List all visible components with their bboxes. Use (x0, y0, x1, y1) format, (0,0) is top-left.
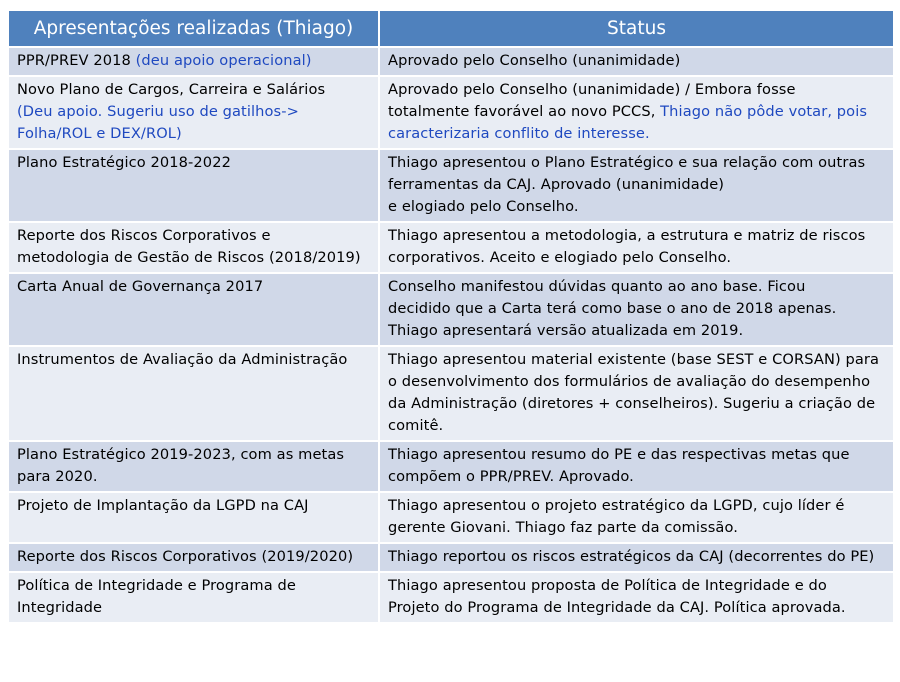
status-cell (379, 492, 894, 543)
status-cell (379, 543, 894, 572)
table-header-row (8, 10, 894, 47)
status-text: totalmente favorável ao novo PCCS, (388, 103, 661, 120)
status-cell (379, 222, 894, 273)
status-cell (379, 149, 894, 222)
presentation-text: Reporte dos Riscos Corporativos (2019/2020) (17, 548, 354, 565)
status-text: Thiago apresentou material existente (base SEST e CORSAN) para (388, 351, 880, 368)
presentation-cell (8, 47, 379, 76)
table-row (8, 76, 894, 149)
table-row (8, 492, 894, 543)
status-text: da Administração (diretores + conselheiros). Sugeriu a criação de (388, 395, 876, 412)
status-text: ferramentas da CAJ. Aprovado (unanimidade) (388, 176, 725, 193)
table-row (8, 149, 894, 222)
presentation-text: Instrumentos de Avaliação da Administração (17, 351, 348, 368)
presentation-note: Folha/ROL e DEX/ROL) (17, 125, 182, 142)
status-text: Thiago apresentou o projeto estratégico da LGPD, cujo líder é (388, 497, 845, 514)
status-cell (379, 572, 894, 623)
status-text: Thiago apresentou proposta de Política de Integridade e do (388, 577, 827, 594)
status-note: Thiago não pôde votar, pois (660, 103, 868, 120)
presentations-table (7, 9, 895, 624)
status-cell (379, 47, 894, 76)
table-row (8, 543, 894, 572)
header-presentations: Apresentações realizadas (Thiago) (8, 10, 379, 47)
status-text: Thiago apresentou resumo do PE e das respectivas metas que (388, 446, 850, 463)
presentation-text: Novo Plano de Cargos, Carreira e Salários (17, 81, 326, 98)
presentation-note: (deu apoio operacional) (135, 52, 312, 69)
status-text: Thiago reportou os riscos estratégicos da CAJ (decorrentes do PE) (388, 548, 875, 565)
table-row (8, 47, 894, 76)
status-text: e elogiado pelo Conselho. (388, 198, 579, 215)
presentation-cell (8, 273, 379, 346)
status-text: Thiago apresentou o Plano Estratégico e sua relação com outras (388, 154, 866, 171)
presentation-note: (Deu apoio. Sugeriu uso de gatilhos-> (17, 103, 299, 120)
status-note: caracterizaria conflito de interesse. (388, 125, 650, 142)
presentation-text: PPR/PREV 2018 (17, 52, 136, 69)
status-cell (379, 346, 894, 441)
presentation-text: para 2020. (17, 468, 98, 485)
status-text: compõem o PPR/PREV. Aprovado. (388, 468, 634, 485)
status-cell (379, 273, 894, 346)
table-row (8, 222, 894, 273)
presentation-text: Projeto de Implantação da LGPD na CAJ (17, 497, 309, 514)
table-row (8, 346, 894, 441)
table-row (8, 273, 894, 346)
table-row (8, 441, 894, 492)
status-text: gerente Giovani. Thiago faz parte da comissão. (388, 519, 738, 536)
status-text: Conselho manifestou dúvidas quanto ao ano base. Ficou (388, 278, 806, 295)
status-text: o desenvolvimento dos formulários de avaliação do desempenho (388, 373, 871, 390)
presentation-cell (8, 543, 379, 572)
presentation-cell (8, 346, 379, 441)
presentation-text: metodologia de Gestão de Riscos (2018/2019) (17, 249, 361, 266)
presentation-text: Reporte dos Riscos Corporativos e (17, 227, 271, 244)
status-cell (379, 441, 894, 492)
status-text: comitê. (388, 417, 444, 434)
header-status: Status (379, 10, 894, 47)
presentation-cell (8, 572, 379, 623)
status-text: Projeto do Programa de Integridade da CAJ. Política aprovada. (388, 599, 846, 616)
table-row (8, 572, 894, 623)
presentation-cell (8, 222, 379, 273)
presentation-cell (8, 492, 379, 543)
presentation-text: Integridade (17, 599, 103, 616)
presentation-cell (8, 441, 379, 492)
status-text: Thiago apresentará versão atualizada em 2019. (388, 322, 744, 339)
presentation-cell (8, 76, 379, 149)
status-text: Aprovado pelo Conselho (unanimidade) (388, 52, 681, 69)
status-text: corporativos. Aceito e elogiado pelo Conselho. (388, 249, 732, 266)
status-text: decidido que a Carta terá como base o ano de 2018 apenas. (388, 300, 837, 317)
presentation-cell (8, 149, 379, 222)
presentation-text: Política de Integridade e Programa de (17, 577, 296, 594)
presentation-text: Plano Estratégico 2018-2022 (17, 154, 231, 171)
status-text: Aprovado pelo Conselho (unanimidade) / Embora fosse (388, 81, 796, 98)
presentation-text: Carta Anual de Governança 2017 (17, 278, 264, 295)
presentation-text: Plano Estratégico 2019-2023, com as metas (17, 446, 345, 463)
status-text: Thiago apresentou a metodologia, a estrutura e matriz de riscos (388, 227, 866, 244)
status-cell (379, 76, 894, 149)
